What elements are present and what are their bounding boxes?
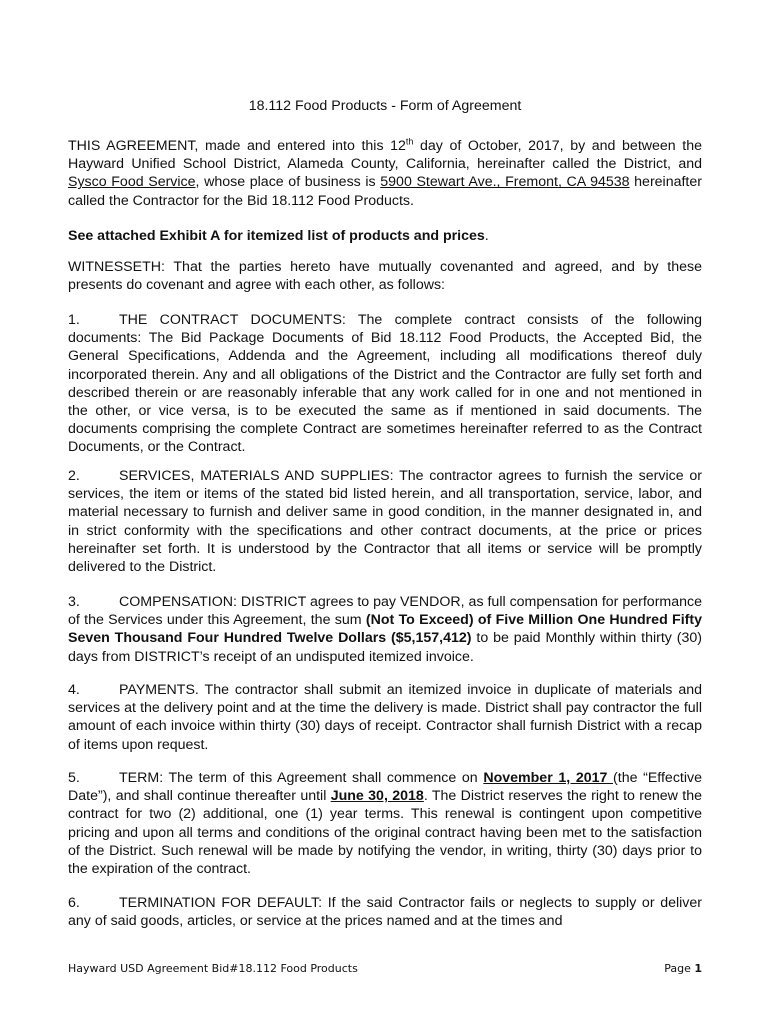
vendor-address: 5900 Stewart Ave., Fremont, CA 94538	[380, 174, 630, 191]
vendor-name: Sysco Food Service	[68, 174, 196, 191]
section-5-term: 5. TERM: The term of this Agreement shall commence on November 1, 2017 (the “Effective Date”), and shall continue thereafter until June 30, 2018. The District reserves the right to renew the contract for two (2) additional, one (1) year terms. This renewal is contingent upon competitive pricing and upon all terms and conditions of the original contract having been met to the satisfaction of the District. Such renewal will be made by notifying the vendor, in writing, thirty (30) days prior to the expiration of the contract.	[68, 770, 703, 878]
term-end-date: June 30, 2018	[330, 788, 424, 805]
section-2-services: 2. SERVICES, MATERIALS AND SUPPLIES: The contractor agrees to furnish the service or services, the item or items of the stated bid listed herein, and all transportation, service, labor, and material necessary to furnish and deliver same in good condition, in the manner designated in, and in strict conformity with the specifications and other contract documents, at the price or prices hereinafter set forth. It is understood by the Contractor that all items or service will be promptly delivered to the District.	[68, 468, 702, 576]
witnesseth-paragraph: WITNESSETH: That the parties hereto have mutually covenanted and agreed, and by these presents do covenant and agree with each other, as follows:	[68, 259, 702, 294]
section-4-payments: 4. PAYMENTS. The contractor shall submit an itemized invoice in duplicate of materials and services at the delivery point and at the time the delivery is made. District shall pay contractor the full amount of each invoice within thirty (30) days of receipt. Contractor shall furnish District with a recap of items upon request.	[68, 682, 702, 753]
term-start-date: November 1, 2017	[483, 770, 614, 786]
document-title: 18.112 Food Products - Form of Agreement	[248, 98, 522, 114]
footer-page-number: Page 1	[664, 962, 702, 975]
intro-paragraph: THIS AGREEMENT, made and entered into this 12th day of October, 2017, by and between the Hayward Unified School District, Alameda County, California, hereinafter called the District, and Sysco Food Service, whose place of business is 5900 Stewart Ave., Fremont, CA 94538 hereinafter called the Contractor for the Bid 18.112 Food Products.	[68, 136, 702, 209]
section-1-contract-documents: 1. THE CONTRACT DOCUMENTS: The complete contract consists of the following documents: The Bid Package Documents of Bid 18.112 Food Products, the Accepted Bid, the General Specifications, Addenda and the Agreement, including all modifications thereof duly incorporated therein. Any and all obligations of the District and the Contractor are fully set forth and described therein or are reasonably inferable that any work called for in one and not mentioned in the other, or vice versa, is to be executed the same as if mentioned in said documents. The documents comprising the complete Contract are sometimes hereinafter referred to as the Contract Documents, or the Contract.	[68, 312, 702, 456]
section-6-termination: 6. TERMINATION FOR DEFAULT: If the said Contractor fails or neglects to supply or deliver any of said goods, articles, or service at the prices named and at the times and	[68, 895, 702, 930]
footer-document-label: Hayward USD Agreement Bid#18.112 Food Products	[68, 962, 358, 975]
exhibit-note: See attached Exhibit A for itemized list of products and prices.	[68, 228, 489, 244]
compensation-amount: (Not To Exceed) of Five Million One Hundred Fifty Seven Thousand Four Hundred Twelve Dollars ($5,157,412)	[68, 612, 702, 647]
section-3-compensation: 3. COMPENSATION: DISTRICT agrees to pay VENDOR, as full compensation for performance of the Services under this Agreement, the sum (Not To Exceed) of Five Million One Hundred Fifty Seven Thousand Four Hundred Twelve Dollars ($5,157,412) to be paid Monthly within thirty (30) days from DISTRICT’s receipt of an undisputed itemized invoice.	[68, 594, 702, 665]
